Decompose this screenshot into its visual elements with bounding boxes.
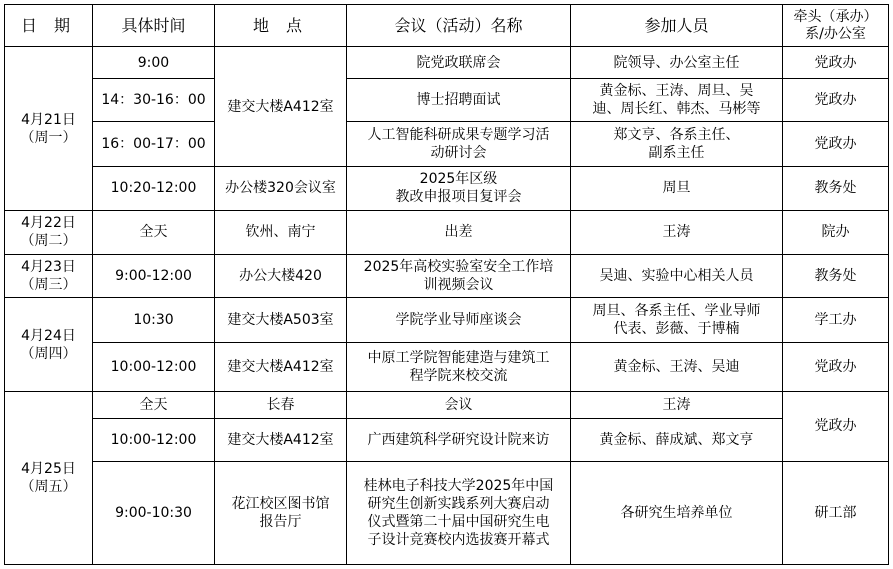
people-cell: 黄金标、王涛、吴迪 bbox=[571, 342, 783, 392]
table-row bbox=[5, 122, 889, 166]
time-cell: 全天 bbox=[93, 211, 215, 254]
people-cell: 院领导、办公室主任 bbox=[571, 47, 783, 78]
lead-cell: 教务处 bbox=[783, 166, 889, 210]
place-cell: 钦州、南宁 bbox=[215, 211, 347, 254]
place-cell: 花江校区图书馆 报告厅 bbox=[215, 461, 347, 564]
time-cell: 9:00-10:30 bbox=[93, 461, 215, 564]
table-row bbox=[5, 342, 889, 392]
people-cell: 各研究生培养单位 bbox=[571, 461, 783, 564]
lead-cell: 党政办 bbox=[783, 122, 889, 166]
lead-cell: 党政办 bbox=[783, 78, 889, 121]
header-people: 参加人员 bbox=[571, 5, 783, 47]
meeting-cell: 2025年高校实验室安全工作培 训视频会议 bbox=[347, 254, 571, 297]
lead-cell: 党政办 bbox=[783, 342, 889, 392]
weekly-schedule-table bbox=[4, 4, 889, 565]
table-row bbox=[5, 47, 889, 78]
lead-cell: 学工办 bbox=[783, 298, 889, 342]
place-cell: 建交大楼A412室 bbox=[215, 342, 347, 392]
people-cell: 王涛 bbox=[571, 211, 783, 254]
table-row bbox=[5, 166, 889, 210]
header-place: 地 点 bbox=[215, 5, 347, 47]
meeting-cell: 2025年区级 教改申报项目复评会 bbox=[347, 166, 571, 210]
meeting-cell: 出差 bbox=[347, 211, 571, 254]
meeting-cell: 博士招聘面试 bbox=[347, 78, 571, 121]
table-row bbox=[5, 211, 889, 254]
time-cell: 9:00 bbox=[93, 47, 215, 78]
people-cell: 周旦、各系主任、学业导师 代表、彭薇、于博楠 bbox=[571, 298, 783, 342]
meeting-cell: 人工智能科研成果专题学习活 动研讨会 bbox=[347, 122, 571, 166]
time-cell: 10:30 bbox=[93, 298, 215, 342]
time-cell: 16：00-17：00 bbox=[93, 122, 215, 166]
meeting-cell: 会议 bbox=[347, 392, 571, 419]
time-cell: 10:00-12:00 bbox=[93, 419, 215, 461]
lead-cell: 党政办 bbox=[783, 392, 889, 462]
table-row bbox=[5, 419, 889, 461]
people-cell: 黄金标、王涛、周旦、吴 迪、周长红、韩杰、马彬等 bbox=[571, 78, 783, 121]
meeting-cell: 中原工学院智能建造与建筑工 程学院来校交流 bbox=[347, 342, 571, 392]
time-cell: 全天 bbox=[93, 392, 215, 419]
meeting-cell: 桂林电子科技大学2025年中国 研究生创新实践系列大赛启动 仪式暨第二十届中国研究生电 子设计竞赛校内选拔赛开幕式 bbox=[347, 461, 571, 564]
people-cell: 周旦 bbox=[571, 166, 783, 210]
lead-cell: 院办 bbox=[783, 211, 889, 254]
date-cell-apr25: 4月25日 （周五） bbox=[5, 392, 93, 565]
time-cell: 10:20-12:00 bbox=[93, 166, 215, 210]
meeting-cell: 广西建筑科学研究设计院来访 bbox=[347, 419, 571, 461]
table-row bbox=[5, 254, 889, 297]
lead-cell: 研工部 bbox=[783, 461, 889, 564]
date-cell-apr21: 4月21日 （周一） bbox=[5, 47, 93, 211]
time-cell: 10:00-12:00 bbox=[93, 342, 215, 392]
people-cell: 郑文亨、各系主任、 副系主任 bbox=[571, 122, 783, 166]
table-row bbox=[5, 298, 889, 342]
date-cell-apr22: 4月22日 （周二） bbox=[5, 211, 93, 254]
date-cell-apr23: 4月23日 （周三） bbox=[5, 254, 93, 297]
place-cell: 办公大楼420 bbox=[215, 254, 347, 297]
header-row bbox=[5, 5, 889, 47]
header-meeting: 会议（活动）名称 bbox=[347, 5, 571, 47]
lead-cell: 教务处 bbox=[783, 254, 889, 297]
header-lead: 牵头（承办） 系/办公室 bbox=[783, 5, 889, 47]
people-cell: 吴迪、实验中心相关人员 bbox=[571, 254, 783, 297]
people-cell: 黄金标、薛成斌、郑文亨 bbox=[571, 419, 783, 461]
header-date: 日 期 bbox=[5, 5, 93, 47]
place-cell: 建交大楼A412室 bbox=[215, 47, 347, 166]
place-cell: 办公楼320会议室 bbox=[215, 166, 347, 210]
meeting-cell: 学院学业导师座谈会 bbox=[347, 298, 571, 342]
table-row bbox=[5, 392, 889, 419]
place-cell: 建交大楼A503室 bbox=[215, 298, 347, 342]
time-cell: 9:00-12:00 bbox=[93, 254, 215, 297]
place-cell: 建交大楼A412室 bbox=[215, 419, 347, 461]
table-row bbox=[5, 461, 889, 564]
lead-cell: 党政办 bbox=[783, 47, 889, 78]
people-cell: 王涛 bbox=[571, 392, 783, 419]
table-row bbox=[5, 78, 889, 121]
place-cell: 长春 bbox=[215, 392, 347, 419]
date-cell-apr24: 4月24日 （周四） bbox=[5, 298, 93, 392]
header-time: 具体时间 bbox=[93, 5, 215, 47]
meeting-cell: 院党政联席会 bbox=[347, 47, 571, 78]
time-cell: 14：30-16：00 bbox=[93, 78, 215, 121]
